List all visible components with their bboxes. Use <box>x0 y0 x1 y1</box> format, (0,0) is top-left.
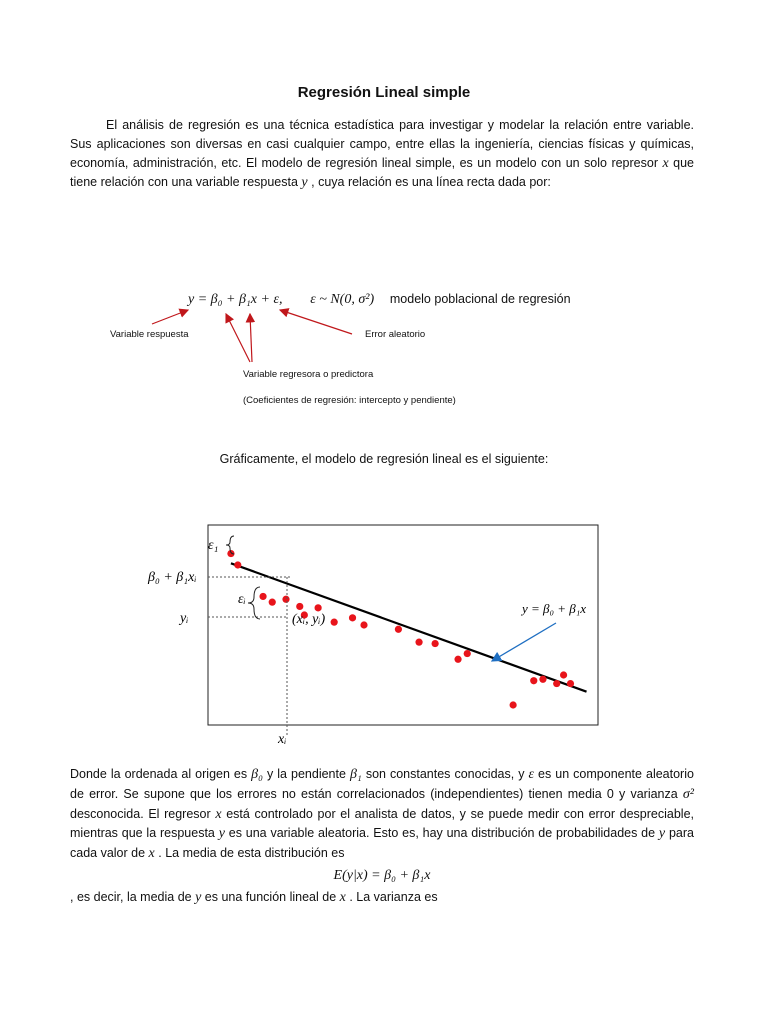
page-title: Regresión Lineal simple <box>297 84 471 101</box>
sigma2-symbol: σ² <box>682 786 694 802</box>
data-point <box>296 603 303 610</box>
line-label: y = β₀ + β₁x <box>522 601 587 616</box>
body-s3: son constantes conocidas, y <box>365 767 525 781</box>
data-point <box>539 676 546 683</box>
model-equation: y = β₀ + β₁x + ε, <box>188 292 283 307</box>
body-s10: , es decir, la media de <box>70 889 192 904</box>
data-point <box>282 596 289 603</box>
model-description: modelo poblacional de regresión <box>389 292 571 306</box>
data-point <box>464 650 471 657</box>
x-symbol-3: x <box>339 889 346 905</box>
fitted-label: β₀ + β₁xᵢ <box>148 570 197 585</box>
data-point <box>331 619 338 626</box>
data-point <box>454 656 461 663</box>
body-s12: . La varianza es <box>349 889 438 904</box>
data-point <box>510 701 517 708</box>
arrow-response <box>152 310 188 324</box>
arrow-beta0 <box>226 314 250 362</box>
intro-paragraph <box>70 116 694 193</box>
body-s4: es un componente aleatorio de error. Se supone que los errores no están correlacionados (independientes) tienen media 0 y varianza <box>70 767 694 801</box>
arrow-beta1 <box>250 314 252 362</box>
label-regressor: Variable regresora o predictora <box>243 369 374 380</box>
data-point <box>259 593 266 600</box>
data-point <box>349 614 356 621</box>
intro-text-2: que tiene relación con una variable respuesta <box>70 155 694 190</box>
var-x: x <box>662 155 669 171</box>
data-point <box>234 561 241 568</box>
data-point <box>567 680 574 687</box>
y-symbol-3: y <box>195 889 202 905</box>
body-s7: es una variable aleatoria. Esto es, hay una distribución de probabilidades de <box>228 826 656 841</box>
error-distribution: ε ~ N(0, σ²) <box>310 292 375 307</box>
arrow-error <box>280 310 352 334</box>
body-s8: para cada valor de <box>70 826 694 861</box>
xi-label: xᵢ <box>278 732 287 747</box>
body-s11: es una función lineal de <box>204 889 337 904</box>
data-point <box>360 621 367 628</box>
body-s9: . La media de esta distribución es <box>158 846 345 861</box>
label-response: Variable respuesta <box>110 329 189 340</box>
yi-label: yᵢ <box>180 611 189 626</box>
intro-text-3: , cuya relación es una línea recta dada por: <box>311 175 551 190</box>
body-s6: está controlado por el analista de datos, y se puede medir con error despreciable, mientras que la respuesta <box>70 806 694 841</box>
label-error: Error aleatorio <box>365 329 426 340</box>
mean-equation-row <box>70 866 694 886</box>
y-symbol: y <box>218 826 225 842</box>
data-point <box>553 680 560 687</box>
point-label: (xᵢ, yᵢ) <box>292 612 326 627</box>
body-paragraph <box>70 765 694 908</box>
data-point <box>560 671 567 678</box>
regression-figure <box>140 505 610 750</box>
beta0-symbol: β₀ <box>251 767 263 782</box>
beta1-symbol: β₁ <box>349 767 362 782</box>
data-point <box>395 626 402 633</box>
data-point <box>415 639 422 646</box>
data-point <box>530 677 537 684</box>
x-symbol-2: x <box>148 846 155 862</box>
body-s2: y la pendiente <box>267 767 346 781</box>
graph-intro: Gráficamente, el modelo de regresión lineal es el siguiente: <box>219 452 549 466</box>
eps1-label: ε₁ <box>208 538 219 553</box>
annotation-arrows <box>100 300 400 370</box>
epsilon-symbol: ε <box>528 767 535 782</box>
label-coefficients: (Coeficientes de regresión: intercepto y pendiente) <box>243 395 456 406</box>
var-y: y <box>301 175 308 191</box>
body-s1: Donde la ordenada al origen es <box>70 767 248 781</box>
body-s5: desconocida. El regresor <box>70 806 211 821</box>
data-point <box>269 599 276 606</box>
epsi-label: εᵢ <box>238 592 246 607</box>
data-point <box>315 604 322 611</box>
data-point <box>432 640 439 647</box>
intro-text-1: El análisis de regresión es una técnica estadística para investigar y modelar la relación entre variable. Sus aplicaciones son diversas en casi cualquier campo, entre ellas la ingeniería, ciencias físicas y químicas, economía, administración, etc. El modelo de regresión lineal simple, es un modelo con un solo represor <box>70 118 694 170</box>
y-symbol-2: y <box>658 826 666 842</box>
x-symbol: x <box>215 806 222 822</box>
mean-equation: E(y|x) = β₀ + β₁x <box>333 867 431 883</box>
